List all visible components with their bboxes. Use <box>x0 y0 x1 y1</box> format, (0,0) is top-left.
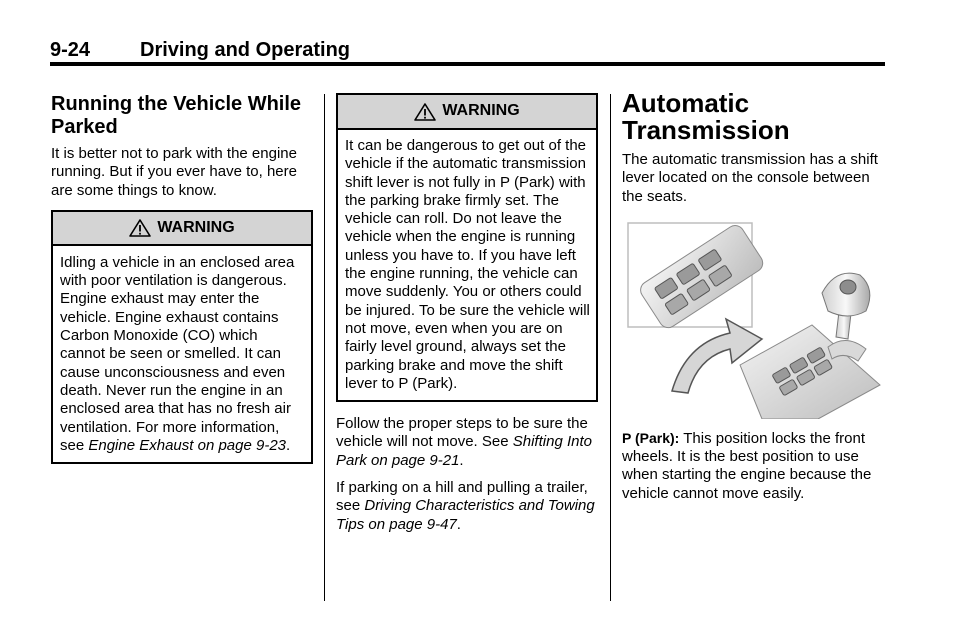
warning-icon <box>129 219 151 237</box>
page-number: 9-24 <box>50 39 91 61</box>
follow-steps-paragraph <box>336 415 598 470</box>
warning-label: WARNING <box>157 218 235 236</box>
warning-header <box>338 95 596 130</box>
column-divider-2 <box>610 94 611 601</box>
page-header <box>50 38 885 62</box>
automatic-transmission-heading: Automatic Transmission <box>622 88 790 145</box>
warning-body-text: Idling a vehicle in an enclosed area with poor ventilation is dangerous. Engine exhaust may enter the vehicle. Engine exhaust contains Carbon Monoxide (CO) which cannot be seen or smelled. It can cause unconsciousness and even death. Never run the engine in an enclosed area that has no fresh air ventilation. For more information, see <box>60 253 295 454</box>
towing-tips-link[interactable]: Driving Characteristics and Towing Tips on page 9-47 <box>336 497 595 533</box>
park-label: P (Park): <box>622 429 680 446</box>
follow-steps-text: Follow the proper steps to be sure the vehicle will not move. See <box>336 415 588 451</box>
section-title: Driving and Operating <box>140 39 351 61</box>
transmission-intro: The automatic transmission has a shift lever located on the console between the seats. <box>622 151 878 205</box>
hill-trailer-paragraph <box>336 479 598 534</box>
column-divider-1 <box>324 94 325 601</box>
warning-text: It can be dangerous to get out of the vehicle if the automatic transmission shift lever is not fully in P (Park) with the parking brake firmly set. The vehicle can roll. Do not leave the vehicle when the engine is running unless you have to. If you have left the engine running, the vehicle can move suddenly. You or others could be injured. To be sure the vehicle will not move, even when you are on fairly level ground, always set the parking brake and move the shift lever to P (Park). <box>345 137 590 392</box>
engine-exhaust-link[interactable]: Engine Exhaust on page 9-23 <box>88 436 287 454</box>
period: . <box>459 451 464 469</box>
shift-lever-illustration <box>622 215 884 419</box>
warning-header <box>53 212 311 246</box>
column-1 <box>51 93 313 464</box>
shift-lever-image <box>622 215 884 419</box>
column-3 <box>622 90 884 512</box>
rolling-warning-box <box>336 93 598 402</box>
column-2 <box>336 93 598 543</box>
hill-trailer-text: If parking on a hill and pulling a trailer, see <box>336 479 588 515</box>
park-description <box>622 429 884 503</box>
warning-period: . <box>286 436 291 454</box>
exhaust-warning-box <box>51 210 313 464</box>
warning-icon <box>414 103 436 121</box>
warning-text <box>53 246 311 462</box>
header-rule <box>50 62 885 66</box>
running-vehicle-heading: Running the Vehicle While Parked <box>51 93 302 138</box>
period: . <box>456 515 461 533</box>
park-text: This position locks the front wheels. It is the best position to use when starting the engine because the vehicle cannot move easily. <box>622 429 872 502</box>
running-vehicle-intro: It is better not to park with the engine running. But if you ever have to, here are some things to know. <box>51 145 297 199</box>
warning-label: WARNING <box>442 102 520 120</box>
shifting-into-park-link[interactable]: Shifting Into Park on page 9-21 <box>336 433 592 469</box>
